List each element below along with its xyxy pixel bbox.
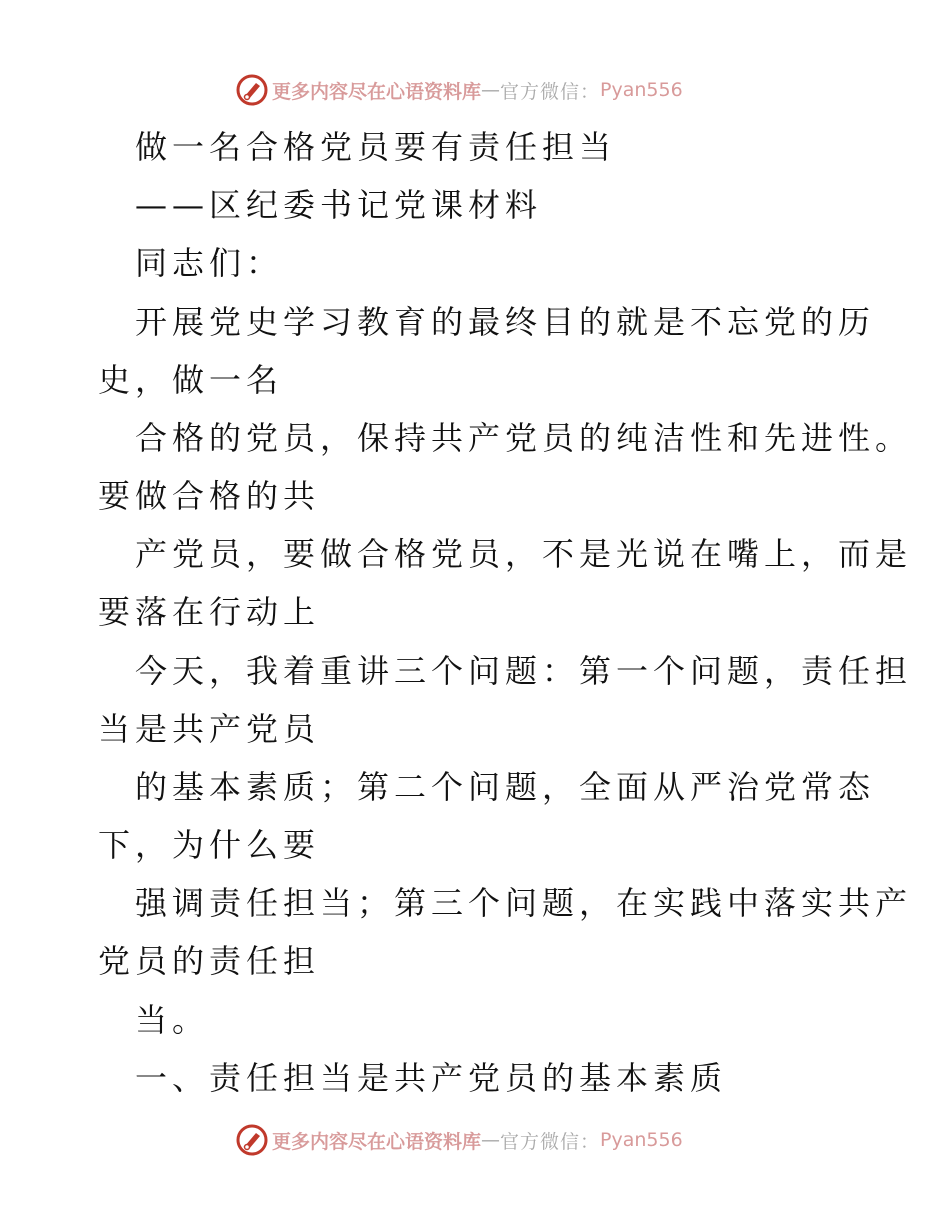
banner-slogan: 更多内容尽在心语资料库: [272, 80, 482, 103]
text-line: 的基本素质；第二个问题，全面从严治党常态: [135, 768, 876, 806]
text-line: 强调责任担当；第三个问题，在实践中落实共产: [135, 884, 913, 922]
text-line: 开展党史学习教育的最终目的就是不忘党的历: [135, 303, 876, 341]
text-line: 当是共产党员: [98, 710, 321, 748]
banner-separator: —: [481, 79, 501, 101]
text-line: 党员的责任担: [98, 942, 321, 980]
salutation: 同志们：: [135, 244, 284, 282]
brand-logo-icon: [236, 1124, 268, 1156]
text-line: 产党员，要做合格党员，不是光说在嘴上，而是: [135, 535, 913, 573]
text-line: 要落在行动上: [98, 593, 321, 631]
banner-wechat-label: 官方微信：: [500, 1130, 601, 1153]
header-banner: [236, 73, 683, 107]
section-heading: 一、责任担当是共产党员的基本素质: [135, 1059, 728, 1097]
banner-wechat-id: Pyan556: [600, 1129, 683, 1151]
footer-banner: [236, 1123, 683, 1157]
text-line: 合格的党员，保持共产党员的纯洁性和先进性。: [135, 419, 913, 457]
banner-separator: —: [481, 1129, 501, 1151]
banner-wechat-label: 官方微信：: [500, 80, 601, 103]
text-line: 要做合格的共: [98, 477, 321, 515]
text-line: 当。: [135, 1001, 210, 1039]
banner-slogan: 更多内容尽在心语资料库: [272, 1130, 482, 1153]
banner-wechat-id: Pyan556: [600, 79, 683, 101]
brand-logo-icon: [236, 74, 268, 106]
document-subtitle: ——区纪委书记党课材料: [135, 186, 543, 224]
text-line: 今天，我着重讲三个问题：第一个问题，责任担: [135, 652, 913, 690]
text-line: 下，为什么要: [98, 826, 321, 864]
document-title: 做一名合格党员要有责任担当: [135, 128, 617, 166]
text-line: 史，做一名: [98, 361, 284, 399]
